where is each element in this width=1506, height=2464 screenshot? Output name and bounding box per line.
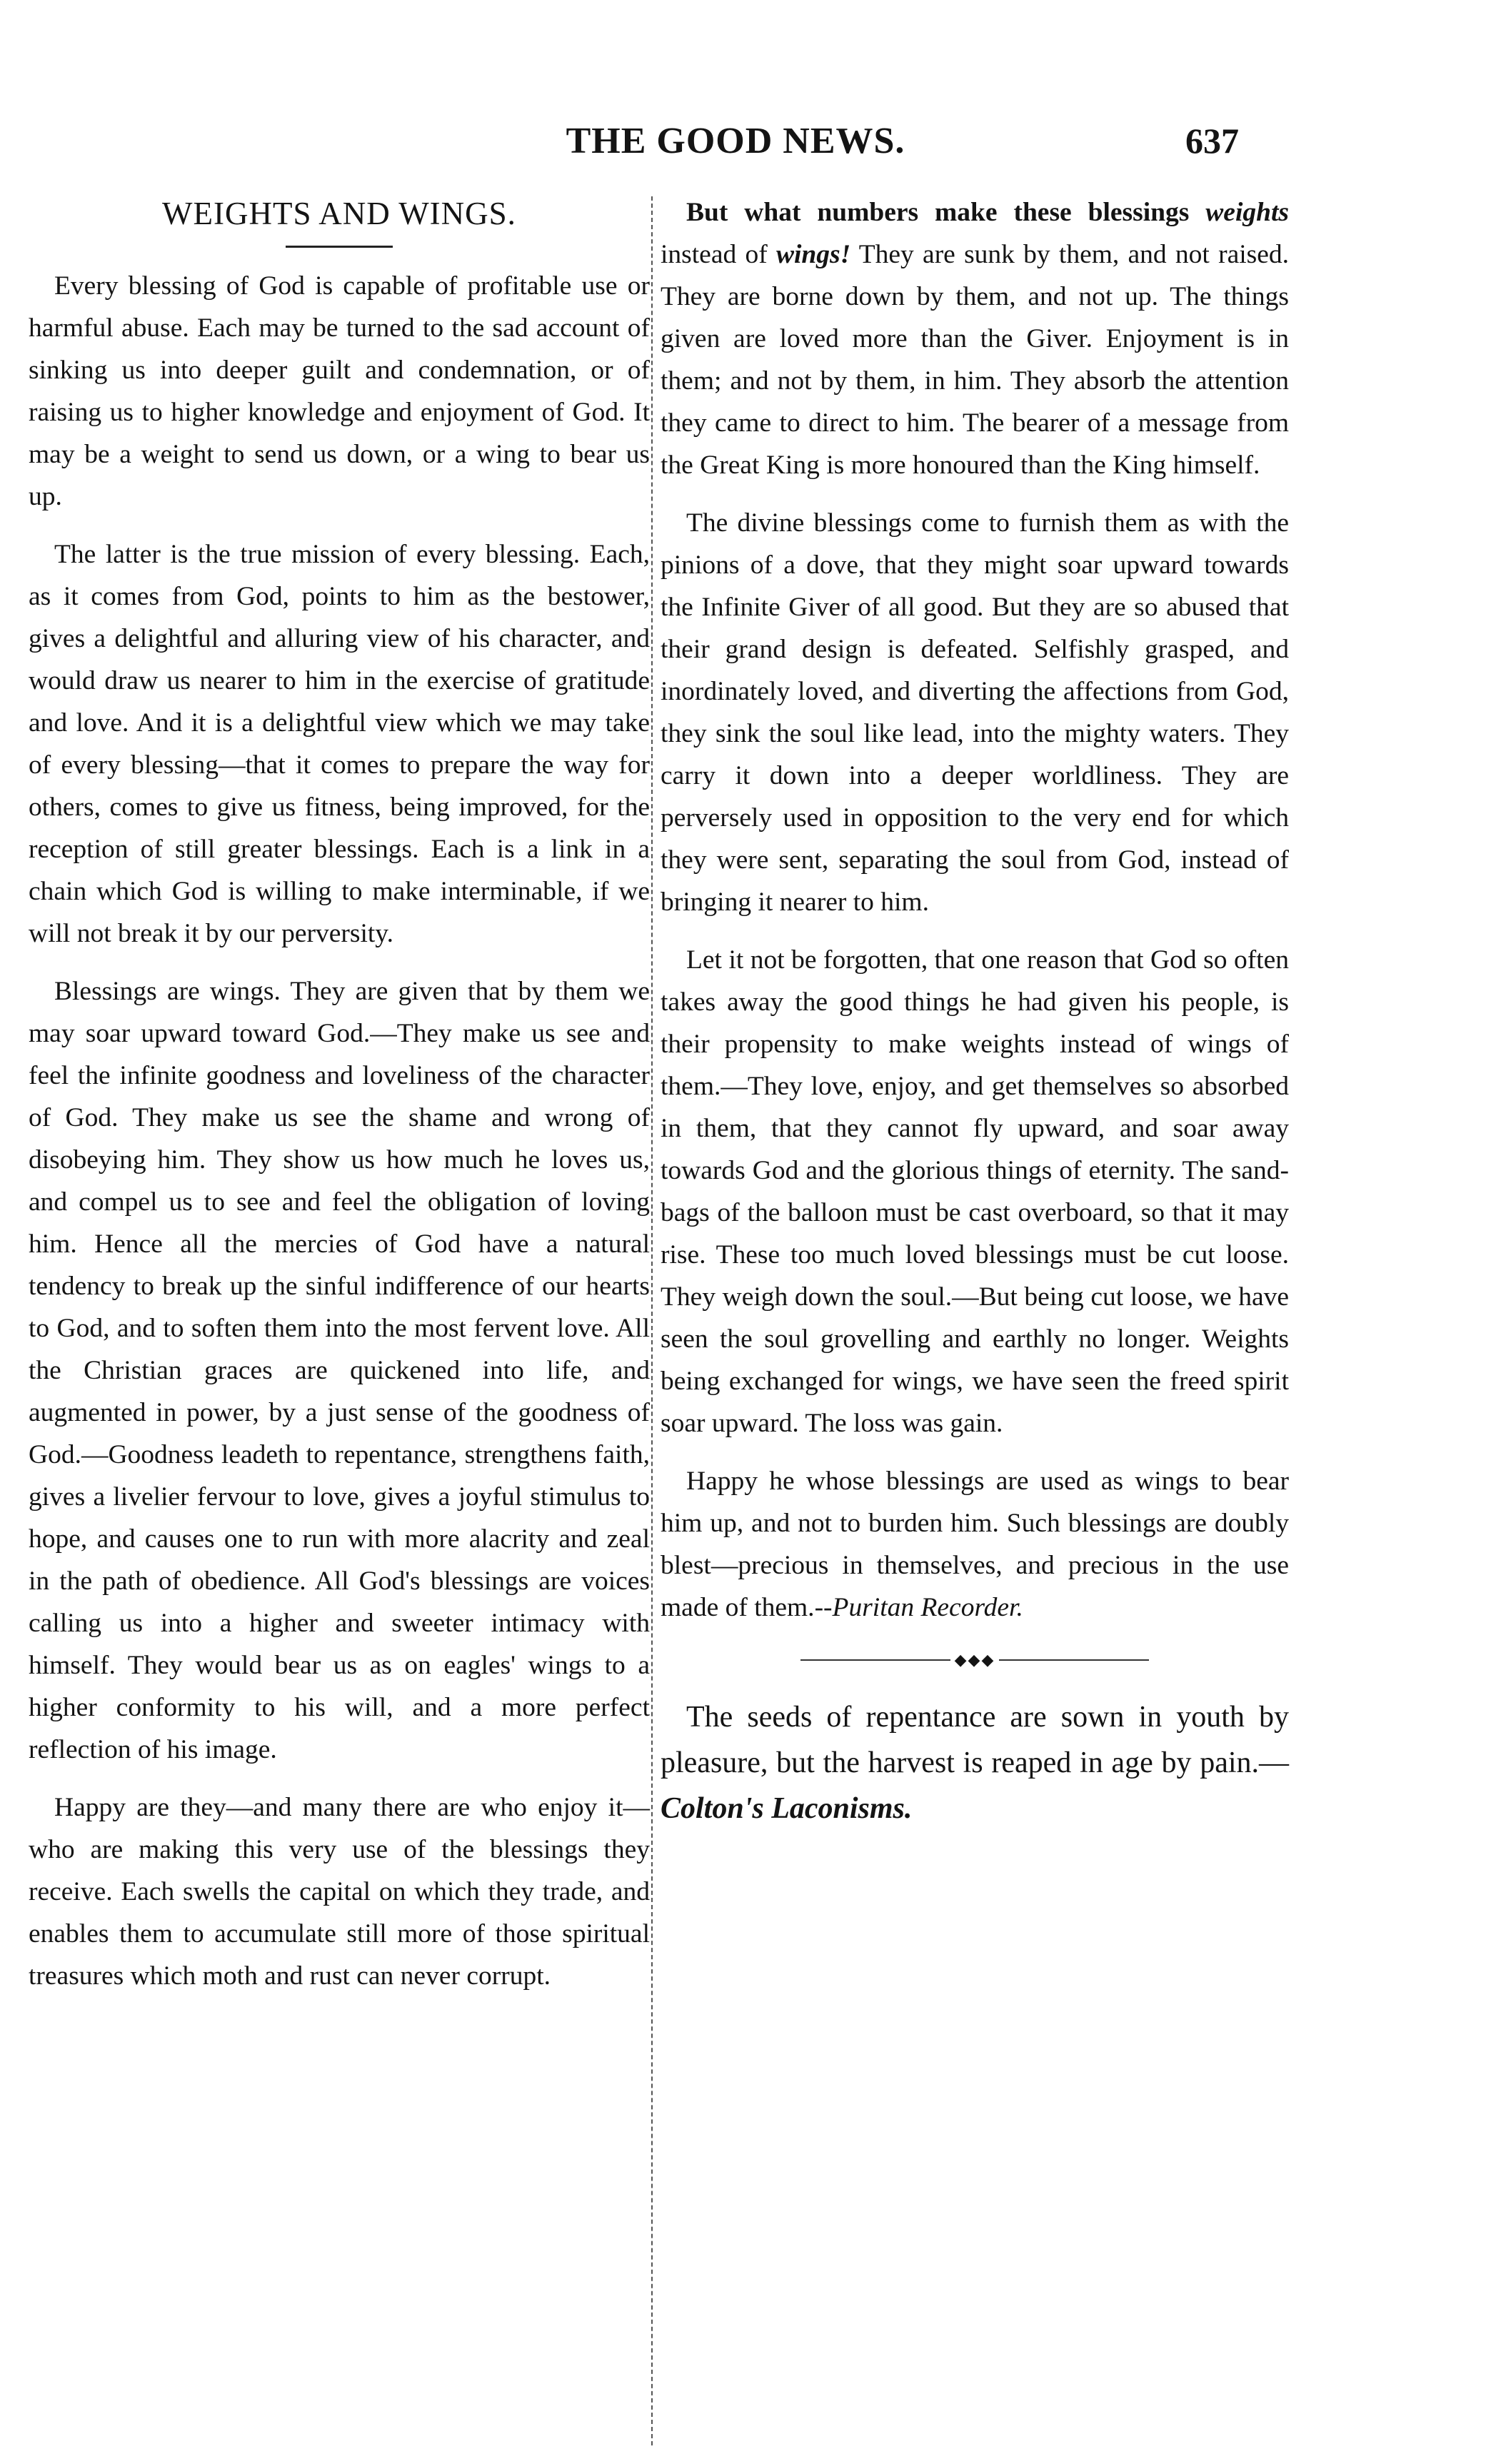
article-title: WEIGHTS AND WINGS. xyxy=(162,196,516,231)
ornament-rule-left xyxy=(800,1659,950,1661)
closing-paragraph xyxy=(661,1460,1289,1629)
ornament-rule-right xyxy=(999,1659,1149,1661)
page-number: 637 xyxy=(1185,121,1239,161)
right-column xyxy=(661,191,1289,1847)
paragraph-text: instead of xyxy=(661,240,776,269)
diamond-ornament-icon: ◆◆◆ xyxy=(954,1650,995,1669)
left-column xyxy=(29,191,650,2013)
wings-word: wings! xyxy=(775,240,851,269)
paragraph: Let it not be forgotten, that one reason that God so often takes away the good things he had given his people, is their propensity to make weights instead of wings of them.—They love, enjoy, and get themselves so absorbed in them, that they cannot fly upward, and soar away towards God and the glorious things of eternity. The sand-bags of the balloon must be cast overboard, so that it may rise. These too much loved blessings must be cut loose. They weigh down the soul.—But being cut loose, we have seen the soul grovelling and earthly no longer. Weights being exchanged for wings, we have seen the freed spirit soar upward. The loss was gain. xyxy=(661,945,1289,1438)
section-ornament xyxy=(661,1644,1289,1674)
paragraph: Blessings are wings. They are given that by them we may soar upward toward God.—They make us see and feel the infinite goodness and loveliness of the character of God. They make us see the shame and wrong of disobeying him. They show us how much he loves us, and compel us to see and feel the obligation of loving him. Hence all the mercies of God have a natural tendency to break up the sinful indifference of our hearts to God, and to soften them into the most fervent love. All the Christian graces are quickened into life, and augmented in power, by a just sense of the goodness of God.—Goodness leadeth to repentance, strengthens faith, gives a livelier fervour to love, gives a joyful stimulus to hope, and causes one to run with more alacrity and zeal in the path of obedience. All God's blessings are voices calling us into a higher and sweeter intimacy with himself. They would bear us as on eagles' wings to a higher conformity to his will, and a more perfect reflection of his image. xyxy=(29,977,650,1764)
publication-title: THE GOOD NEWS. xyxy=(566,121,905,161)
closing-text: Happy he whose blessings are used as wings to bear him up, and not to burden him. Such blessings are doubly blest—precious in themselves, and precious in the use made of them. xyxy=(661,1467,1289,1622)
paragraph: The divine blessings come to furnish them as with the pinions of a dove, that they might soar upward towards the Infinite Giver of all good. But they are so abused that their grand design is defeated. Selfishly grasped, and inordinately loved, and diverting the affections from God, they sink the soul like lead, into the mighty waters. They carry it down into a deeper worldliness. They are perversely used in opposition to the very end for which they were sent, separating the soul from God, instead of bringing it nearer to him. xyxy=(661,508,1289,917)
title-rule xyxy=(286,246,393,248)
epigram xyxy=(661,1694,1289,1831)
paragraph xyxy=(661,191,1289,486)
column-divider xyxy=(651,196,653,2445)
paragraph: The latter is the true mission of every blessing. Each, as it comes from God, points to him as the bestower, gives a delightful and alluring view of his character, and would draw us nearer to him in the exercise of gratitude and love. And it is a delightful view which we may take of every blessing—that it comes to prepare the way for others, comes to give us fitness, being improved, for the reception of still greater blessings. Each is a link in a chain which God is willing to make interminable, if we will not break it by our perversity. xyxy=(29,540,650,948)
paragraph: Every blessing of God is capable of profitable use or harmful abuse. Each may be turned to the sad account of sinking us into deeper guilt and condemnation, or of raising us to higher knowledge and enjoyment of God. It may be a weight to send us down, or a wing to bear us up. xyxy=(29,271,650,511)
running-head xyxy=(0,120,1506,170)
epigram-source: Colton's Laconisms. xyxy=(661,1791,913,1825)
attribution: --Puritan Recorder. xyxy=(814,1593,1023,1622)
paragraph-lead: But what numbers make these blessings xyxy=(686,198,1206,227)
epigram-text: The seeds of repentance are sown in youth by pleasure, but the harvest is reaped in age by pain.— xyxy=(661,1700,1289,1779)
paragraph: Happy are they—and many there are who enjoy it—who are making this very use of the blessings they receive. Each swells the capital on which they trade, and enables them to accumulate still more of those spiritual treasures which moth and rust can never corrupt. xyxy=(29,1793,650,1991)
weights-word: weights xyxy=(1205,198,1289,227)
paragraph-text: They are sunk by them, and not raised. They are borne down by them, and not up. The things given are loved more than the Giver. Enjoyment is in them; and not by them, in him. They absorb the attention they came to direct to him. The bearer of a message from the Great King is more honoured than the King himself. xyxy=(661,240,1289,480)
